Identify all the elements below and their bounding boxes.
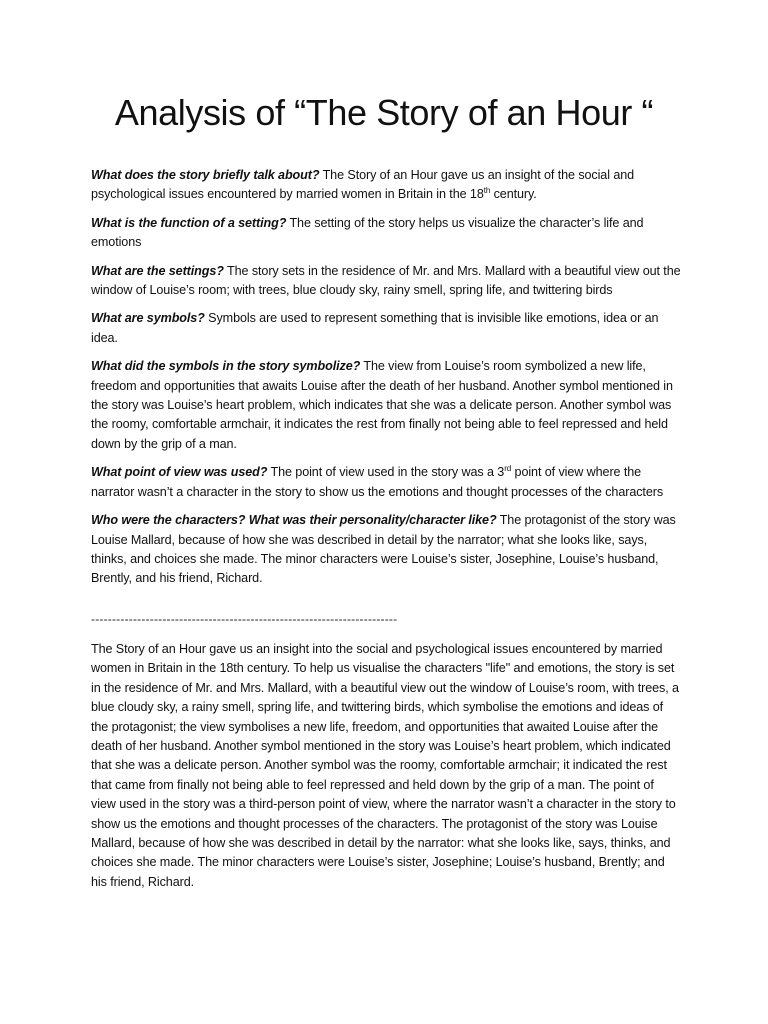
summary-paragraph: The Story of an Hour gave us an insight into the social and psychological issues encountered by married women in Britain in the 18th century. To help us visualise the characters "life" and emotions, the story is set in the residence of Mr. and Mrs. Mallard, with a beautiful view out the window of Louise’s room, with trees, a blue cloudy sky, a rainy smell, spring life, and twittering birds, which symbolise the emotions and ideas of the protagonist; the view symbolises a new life, freedom, and opportunities that awaited Louise after the death of her husband. Another symbol mentioned in the story was Louise’s heart problem, which indicated that she was a delicate person. Another symbol was the roomy, comfortable armchair; it indicated the rest that came from finally not being able to feel repressed and held down by the grip of a man. The point of view used in the story was a third-person point of view, where the narrator wasn’t a character in the story to show us the emotions and thought processes of the characters. The protagonist of the story was Louise Mallard, because of how she was described in detail by the narrator: what she looks like, says, thinks, and choices she made. The minor characters were Louise’s sister, Josephine; Louise’s husband, Brently; and his friend, Richard.: [91, 642, 679, 889]
qa-item: [91, 463, 681, 502]
question-text: What point of view was used?: [91, 465, 268, 480]
qa-list: [91, 166, 681, 598]
answer-part: The point of view used in the story was a 3: [267, 465, 505, 480]
ordinal-superscript: th: [483, 186, 491, 196]
answer-part: point of view where the narrator wasn’t a character in the story to show us the emotions and thought processes of the characters: [91, 465, 664, 499]
question-text: Who were the characters? What was their personality/character like?: [91, 513, 497, 528]
answer-text: The view from Louise’s room symbolized a new life, freedom and opportunities that awaits Louise after the death of her husband. Another symbol mentioned in the story was Louise’s heart problem, which indicates that she was a delicate person. Another symbol was the roomy, comfortable armchair, it indicates the rest from finally not being able to feel repressed and held down by the grip of a man.: [91, 359, 673, 451]
qa-item: [91, 511, 681, 589]
qa-item: [91, 166, 681, 205]
ordinal-superscript: rd: [504, 464, 512, 474]
answer-text: The story sets in the residence of Mr. and Mrs. Mallard with a beautiful view out the window of Louise’s room; with trees, blue cloudy sky, rainy smell, spring life, and twittering birds: [91, 263, 681, 298]
question-text: What are symbols?: [91, 311, 205, 326]
question-text: What is the function of a setting?: [91, 215, 287, 230]
answer-part: The Story of an Hour gave us an insight of the social and psychological issues encountered by married women in Britain in the 18: [91, 168, 635, 202]
answer-text: The protagonist of the story was Louise Mallard, because of how she was described in detail by the narrator; what she looks like, says, thinks, and choices she made. The minor characters were Louise’s sister, Josephine, Louise’s husband, Brently, and his friend, Richard.: [91, 513, 676, 586]
question-text: What does the story briefly talk about?: [91, 168, 320, 182]
question-text: What are the settings?: [91, 263, 224, 278]
answer-text: Symbols are used to represent something that is invisible like emotions, idea or an idea.: [91, 311, 659, 345]
section-divider: -------------------------------------------------------------------------: [91, 612, 398, 626]
document-title: Analysis of “The Story of an Hour “: [114, 92, 654, 133]
answer-text: The setting of the story helps us visualize the character’s life and emotions: [91, 215, 644, 250]
qa-item: [91, 357, 681, 454]
answer-part: century.: [490, 187, 537, 202]
question-text: What did the symbols in the story symbolize?: [91, 359, 361, 374]
qa-item: [91, 309, 681, 348]
qa-item: [91, 214, 681, 253]
qa-item: [91, 262, 681, 301]
